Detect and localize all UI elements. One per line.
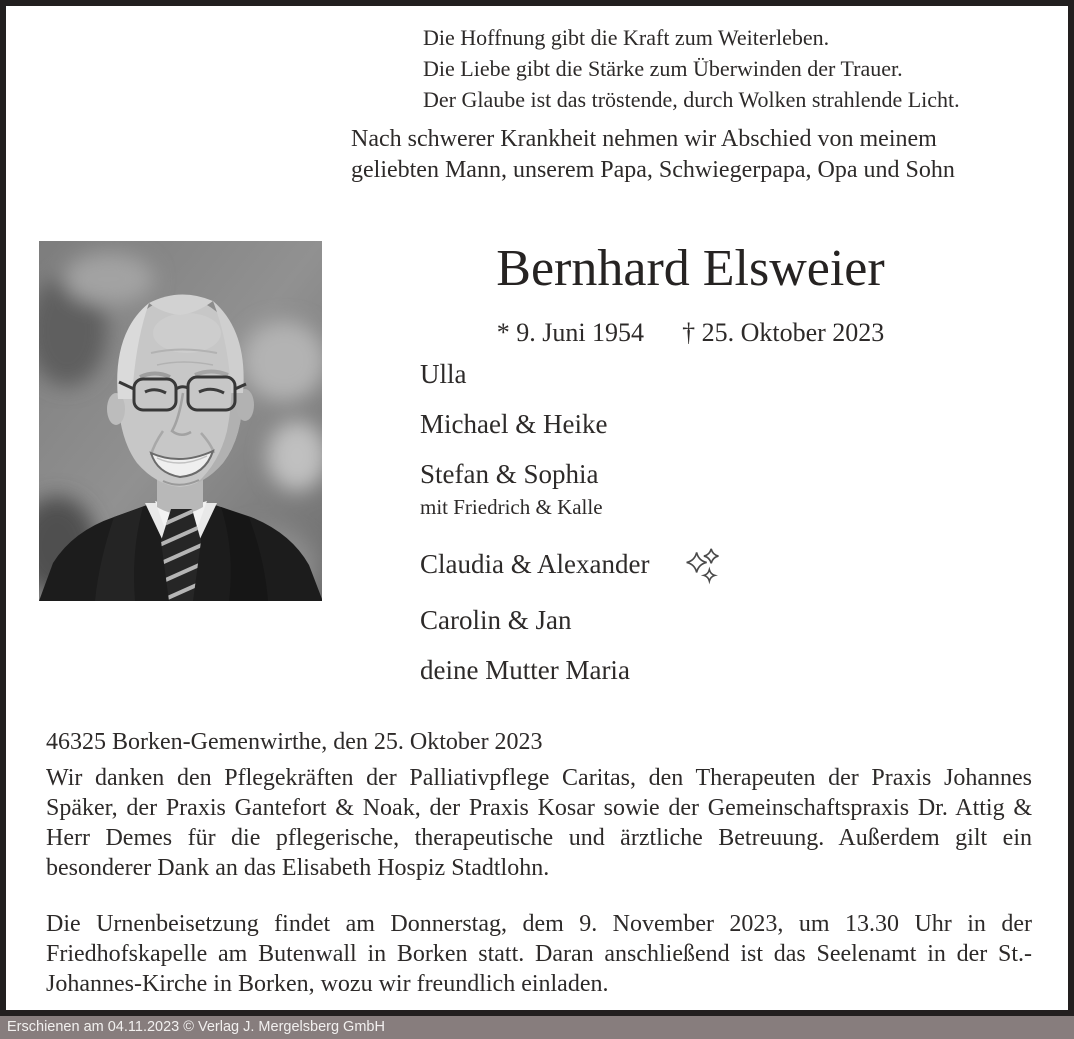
birth-date: * 9. Juni 1954 bbox=[496, 318, 645, 347]
sparkles-icon bbox=[683, 547, 723, 587]
thanks-paragraph: Wir danken den Pflegekräften der Palliativpflege Caritas, den Therapeuten der Praxis Johannes Späker, der Praxis Gantefort & Noak, der Praxis Kosar sowie der Gemeinschaftspraxis Dr. Attig & Herr Demes für die pflegerische, therapeutische und ärztliche Betreuung. Außerdem gilt ein besonderer Dank an das Elisabeth Hospiz Stadtlohn. bbox=[46, 765, 1032, 881]
mourner-item bbox=[420, 460, 723, 518]
mourner-item bbox=[420, 606, 723, 634]
mourner-item bbox=[420, 410, 723, 438]
mourner-name bbox=[420, 544, 723, 584]
mourner-item bbox=[420, 656, 723, 684]
publisher-footer-text: Erschienen am 04.11.2023 © Verlag J. Mergelsberg GmbH bbox=[7, 1019, 385, 1035]
mourner-name: Michael & Heike bbox=[420, 409, 608, 439]
portrait-photo bbox=[39, 241, 322, 601]
deceased-name: Bernhard Elsweier bbox=[496, 240, 885, 297]
death-date: † 25. Oktober 2023 bbox=[682, 318, 885, 347]
mourners-list bbox=[420, 360, 723, 706]
mourner-item bbox=[420, 544, 723, 584]
mourner-name: deine Mutter Maria bbox=[420, 655, 630, 685]
poem-line: Die Hoffnung gibt die Kraft zum Weiterleben. bbox=[423, 25, 830, 50]
mourner-name: Carolin & Jan bbox=[420, 605, 572, 635]
mourner-item bbox=[420, 360, 723, 388]
place-dateline: 46325 Borken-Gemenwirthe, den 25. Oktober 2023 bbox=[46, 729, 543, 755]
poem-line: Der Glaube ist das tröstende, durch Wolken strahlende Licht. bbox=[423, 87, 960, 112]
funeral-info-paragraph: Die Urnenbeisetzung findet am Donnerstag, dem 9. November 2023, um 13.30 Uhr in der Friedhofskapelle am Butenwall in Borken statt. Daran anschließend ist das Seelenamt in der St.-Johannes-Kirche in Borken, wozu wir freundlich einladen. bbox=[46, 911, 1032, 997]
portrait-illustration bbox=[39, 241, 322, 601]
mourner-name: Ulla bbox=[420, 359, 467, 389]
poem-line: Die Liebe gibt die Stärke zum Überwinden der Trauer. bbox=[423, 56, 903, 81]
poem-block bbox=[423, 22, 960, 115]
life-dates bbox=[418, 318, 963, 348]
intro-text: Nach schwerer Krankheit nehmen wir Abschied von meinem geliebten Mann, unserem Papa, Schwiegerpapa, Opa und Sohn bbox=[351, 126, 955, 183]
mourner-name-text: Claudia & Alexander bbox=[420, 549, 650, 579]
publisher-footer bbox=[0, 1016, 1074, 1039]
mourner-name: Stefan & Sophia bbox=[420, 459, 599, 489]
mourner-subline: mit Friedrich & Kalle bbox=[420, 495, 603, 519]
